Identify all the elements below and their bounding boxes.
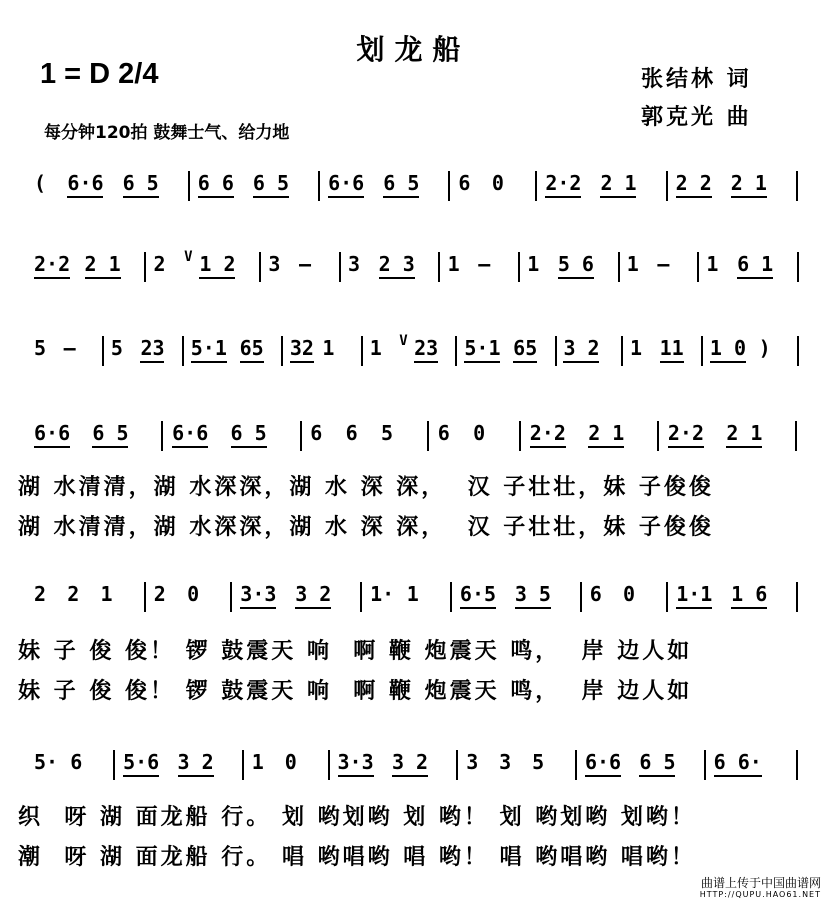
bar-line bbox=[797, 252, 799, 282]
note-group: 1 bbox=[251, 750, 264, 774]
beat-underline bbox=[563, 361, 599, 363]
note-group: 2 1 bbox=[600, 171, 637, 195]
note-group: 2 bbox=[67, 582, 80, 606]
beat-underline bbox=[178, 775, 214, 777]
note-group: 5·1 bbox=[464, 336, 501, 360]
lyric-line: 妹 子 俊 俊！ 锣 鼓震天 响 啊 鞭 炮震天 鸣， 岸 边人如 bbox=[18, 639, 693, 664]
note-group: 2·2 bbox=[529, 421, 566, 445]
beat-underline bbox=[513, 361, 537, 363]
beat-underline bbox=[253, 196, 289, 198]
note-group: 6 6 bbox=[197, 171, 234, 195]
bar-line bbox=[666, 582, 668, 612]
breath-mark: V bbox=[399, 333, 408, 349]
lyric-line: 湖 水清清，湖 水深深，湖 水 深 深， 汉 子壮壮，妹 子俊俊 bbox=[18, 475, 714, 500]
beat-underline bbox=[585, 775, 621, 777]
bar-line bbox=[555, 336, 557, 366]
bar-line bbox=[438, 252, 440, 282]
bar-line bbox=[580, 582, 582, 612]
note-group: 6 5 bbox=[639, 750, 676, 774]
note-group: 2 1 bbox=[726, 421, 763, 445]
bar-line bbox=[795, 421, 797, 451]
beat-underline bbox=[231, 446, 267, 448]
beat-underline bbox=[191, 361, 227, 363]
beat-underline bbox=[338, 775, 374, 777]
bar-line bbox=[144, 252, 146, 282]
beat-underline bbox=[515, 607, 551, 609]
composer-credit: 郭克光 曲 bbox=[641, 105, 752, 130]
bar-line bbox=[657, 421, 659, 451]
beat-underline bbox=[392, 775, 428, 777]
bar-line bbox=[535, 171, 537, 201]
note-group: 6·5 bbox=[459, 582, 497, 606]
note-group: 1 bbox=[527, 252, 540, 276]
beat-underline bbox=[240, 607, 276, 609]
note-group: 1 bbox=[322, 336, 335, 360]
beat-underline bbox=[383, 196, 419, 198]
beat-underline bbox=[34, 446, 70, 448]
note-group: 2 3 bbox=[378, 252, 415, 276]
bar-line bbox=[427, 421, 429, 451]
note-group: 0 bbox=[473, 421, 486, 445]
note-group: 6 6· bbox=[713, 750, 762, 774]
beat-underline bbox=[199, 277, 235, 279]
beat-underline bbox=[737, 277, 773, 279]
watermark-url: HTTP://QUPU.HAO61.NET bbox=[699, 890, 821, 899]
note-group: 1 bbox=[706, 252, 719, 276]
bar-line bbox=[618, 252, 620, 282]
note-group: 6 5 bbox=[230, 421, 267, 445]
bar-line bbox=[318, 171, 320, 201]
note-group: 6 5 bbox=[252, 171, 290, 195]
beat-underline bbox=[639, 775, 675, 777]
bar-line bbox=[704, 750, 706, 780]
note-group: 2·2 bbox=[34, 252, 71, 276]
note-group: 5·1 bbox=[190, 336, 227, 360]
note-group: 1· bbox=[370, 582, 395, 606]
beat-underline bbox=[328, 196, 364, 198]
note-group: 2 2 bbox=[675, 171, 712, 195]
note-group: 5 bbox=[110, 336, 123, 360]
beat-underline bbox=[123, 196, 159, 198]
note-group: 5 bbox=[34, 336, 47, 360]
note-group: 6·6 bbox=[328, 171, 365, 195]
bar-line bbox=[450, 582, 452, 612]
beat-underline bbox=[545, 196, 581, 198]
note-group: 3 bbox=[348, 252, 361, 276]
bar-line bbox=[281, 336, 283, 366]
note-group: 1 bbox=[369, 336, 382, 360]
note-group: 6 5 bbox=[383, 171, 420, 195]
note-group: 6 bbox=[437, 421, 450, 445]
note-group: 6 bbox=[589, 582, 602, 606]
note-group: – bbox=[63, 336, 76, 360]
note-group: 23 bbox=[140, 336, 165, 360]
note-group: 5 6 bbox=[557, 252, 594, 276]
note-group: 0 bbox=[622, 582, 636, 606]
beat-underline bbox=[714, 775, 762, 777]
beat-underline bbox=[588, 446, 624, 448]
beat-underline bbox=[198, 196, 234, 198]
beat-underline bbox=[676, 607, 712, 609]
note-group: 3 bbox=[466, 750, 479, 774]
note-group: 1 bbox=[406, 582, 419, 606]
note-group: 6 bbox=[70, 750, 83, 774]
bar-line bbox=[455, 336, 457, 366]
bar-line bbox=[797, 336, 799, 366]
note-group: 6·6 bbox=[584, 750, 622, 774]
beat-underline bbox=[464, 361, 500, 363]
note-group: 2·2 bbox=[667, 421, 704, 445]
beat-underline bbox=[530, 446, 566, 448]
bar-line bbox=[144, 582, 146, 612]
notation-row-4 bbox=[0, 413, 827, 453]
song-title: 划龙船 bbox=[356, 33, 471, 66]
bar-line bbox=[666, 171, 668, 201]
lyric-line: 妹 子 俊 俊！ 锣 鼓震天 响 啊 鞭 炮震天 鸣， 岸 边人如 bbox=[18, 679, 693, 704]
beat-underline bbox=[726, 446, 762, 448]
bar-line bbox=[519, 421, 521, 451]
note-group: 3 bbox=[268, 252, 281, 276]
bar-line bbox=[113, 750, 115, 780]
beat-underline bbox=[460, 607, 496, 609]
note-group: ) bbox=[758, 336, 771, 360]
note-group: 2 1 bbox=[588, 421, 625, 445]
beat-underline bbox=[731, 607, 767, 609]
note-group: 2 bbox=[34, 582, 47, 606]
note-group: 6 5 bbox=[92, 421, 129, 445]
notation-row-3 bbox=[0, 328, 827, 368]
note-group: 23 bbox=[414, 336, 439, 360]
bar-line bbox=[300, 421, 302, 451]
note-group: – bbox=[298, 252, 312, 276]
note-group: 1 6 bbox=[731, 582, 768, 606]
note-group: 3 2 bbox=[563, 336, 600, 360]
beat-underline bbox=[731, 196, 767, 198]
note-group: – bbox=[478, 252, 491, 276]
bar-line bbox=[701, 336, 703, 366]
bar-line bbox=[518, 252, 520, 282]
lyric-line: 织 呀 湖 面龙船 行。 划 哟划哟 划 哟！ 划 哟划哟 划哟！ bbox=[18, 805, 696, 830]
note-group: ( bbox=[34, 171, 47, 195]
bar-line bbox=[796, 171, 798, 201]
note-group: 3 2 bbox=[177, 750, 214, 774]
beat-underline bbox=[240, 361, 264, 363]
beat-underline bbox=[558, 277, 594, 279]
note-group: 3 bbox=[499, 750, 512, 774]
bar-line bbox=[361, 336, 363, 366]
site-watermark bbox=[700, 877, 821, 901]
bar-line bbox=[448, 171, 450, 201]
note-group: 2 1 bbox=[84, 252, 121, 276]
note-group: 0 bbox=[187, 582, 200, 606]
note-group: 6 1 bbox=[737, 252, 774, 276]
note-group: 65 bbox=[239, 336, 264, 360]
bar-line bbox=[242, 750, 244, 780]
bar-line bbox=[621, 336, 623, 366]
note-group: 3·3 bbox=[337, 750, 374, 774]
notation-row-5 bbox=[0, 574, 827, 614]
bar-line bbox=[575, 750, 577, 780]
bar-line bbox=[102, 336, 104, 366]
beat-underline bbox=[34, 277, 70, 279]
note-group: 5 bbox=[381, 421, 394, 445]
note-group: 6·6 bbox=[34, 421, 71, 445]
bar-line bbox=[360, 582, 362, 612]
beat-underline bbox=[379, 277, 415, 279]
note-group: 1 bbox=[626, 252, 639, 276]
beat-underline bbox=[140, 361, 164, 363]
note-group: 5· bbox=[34, 750, 59, 774]
beat-underline bbox=[414, 361, 438, 363]
bar-line bbox=[796, 750, 798, 780]
note-group: 32 bbox=[289, 336, 314, 360]
note-group: – bbox=[657, 252, 670, 276]
note-group: 2 bbox=[153, 582, 166, 606]
bar-line bbox=[796, 582, 798, 612]
tempo-marking: 每分钟120拍 鼓舞士气、给力地 bbox=[44, 123, 290, 143]
bar-line bbox=[230, 582, 232, 612]
note-group: 2 bbox=[153, 252, 166, 276]
note-group: 0 bbox=[491, 171, 504, 195]
note-group: 1·1 bbox=[676, 582, 713, 606]
bar-line bbox=[328, 750, 330, 780]
note-group: 11 bbox=[659, 336, 684, 360]
note-group: 1 bbox=[630, 336, 643, 360]
breath-mark: V bbox=[184, 249, 193, 265]
note-group: 6 bbox=[458, 171, 471, 195]
note-group: 3 5 bbox=[514, 582, 551, 606]
bar-line bbox=[697, 252, 699, 282]
note-group: 1 bbox=[100, 582, 113, 606]
note-group: 6·6 bbox=[172, 421, 209, 445]
lyric-line: 湖 水清清，湖 水深深，湖 水 深 深， 汉 子壮壮，妹 子俊俊 bbox=[18, 515, 714, 540]
notation-row-6 bbox=[0, 742, 827, 782]
lyricist-credit: 张结林 词 bbox=[641, 67, 752, 92]
note-group: 1 2 bbox=[199, 252, 236, 276]
beat-underline bbox=[668, 446, 704, 448]
note-group: 65 bbox=[513, 336, 538, 360]
bar-line bbox=[456, 750, 458, 780]
notation-row-1 bbox=[0, 163, 827, 203]
beat-underline bbox=[710, 361, 746, 363]
beat-underline bbox=[600, 196, 636, 198]
bar-line bbox=[339, 252, 341, 282]
note-group: 2 1 bbox=[730, 171, 767, 195]
watermark-line: 曲谱上传于中国曲谱网 bbox=[700, 876, 821, 890]
bar-line bbox=[188, 171, 190, 201]
beat-underline bbox=[660, 361, 684, 363]
beat-underline bbox=[172, 446, 208, 448]
note-group: 6·6 bbox=[67, 171, 104, 195]
note-group: 2·2 bbox=[545, 171, 582, 195]
note-group: 5·6 bbox=[123, 750, 160, 774]
beat-underline bbox=[67, 196, 103, 198]
note-group: 6 bbox=[345, 421, 358, 445]
note-group: 1 bbox=[447, 252, 460, 276]
beat-underline bbox=[676, 196, 712, 198]
bar-line bbox=[182, 336, 184, 366]
beat-underline bbox=[295, 607, 331, 609]
key-signature: 1 = D 2/4 bbox=[40, 58, 159, 90]
bar-line bbox=[161, 421, 163, 451]
beat-underline bbox=[290, 361, 314, 363]
note-group: 1 0 bbox=[709, 336, 746, 360]
beat-underline bbox=[123, 775, 159, 777]
note-group: 3 2 bbox=[391, 750, 429, 774]
lyric-line: 潮 呀 湖 面龙船 行。 唱 哟唱哟 唱 哟！ 唱 哟唱哟 唱哟！ bbox=[18, 845, 696, 870]
note-group: 6 5 bbox=[122, 171, 159, 195]
beat-underline bbox=[85, 277, 121, 279]
notation-row-2 bbox=[0, 244, 827, 284]
note-group: 6 bbox=[310, 421, 323, 445]
bar-line bbox=[259, 252, 261, 282]
note-group: 5 bbox=[532, 750, 545, 774]
note-group: 3·3 bbox=[240, 582, 277, 606]
note-group: 3 2 bbox=[295, 582, 332, 606]
beat-underline bbox=[92, 446, 128, 448]
note-group: 0 bbox=[284, 750, 297, 774]
